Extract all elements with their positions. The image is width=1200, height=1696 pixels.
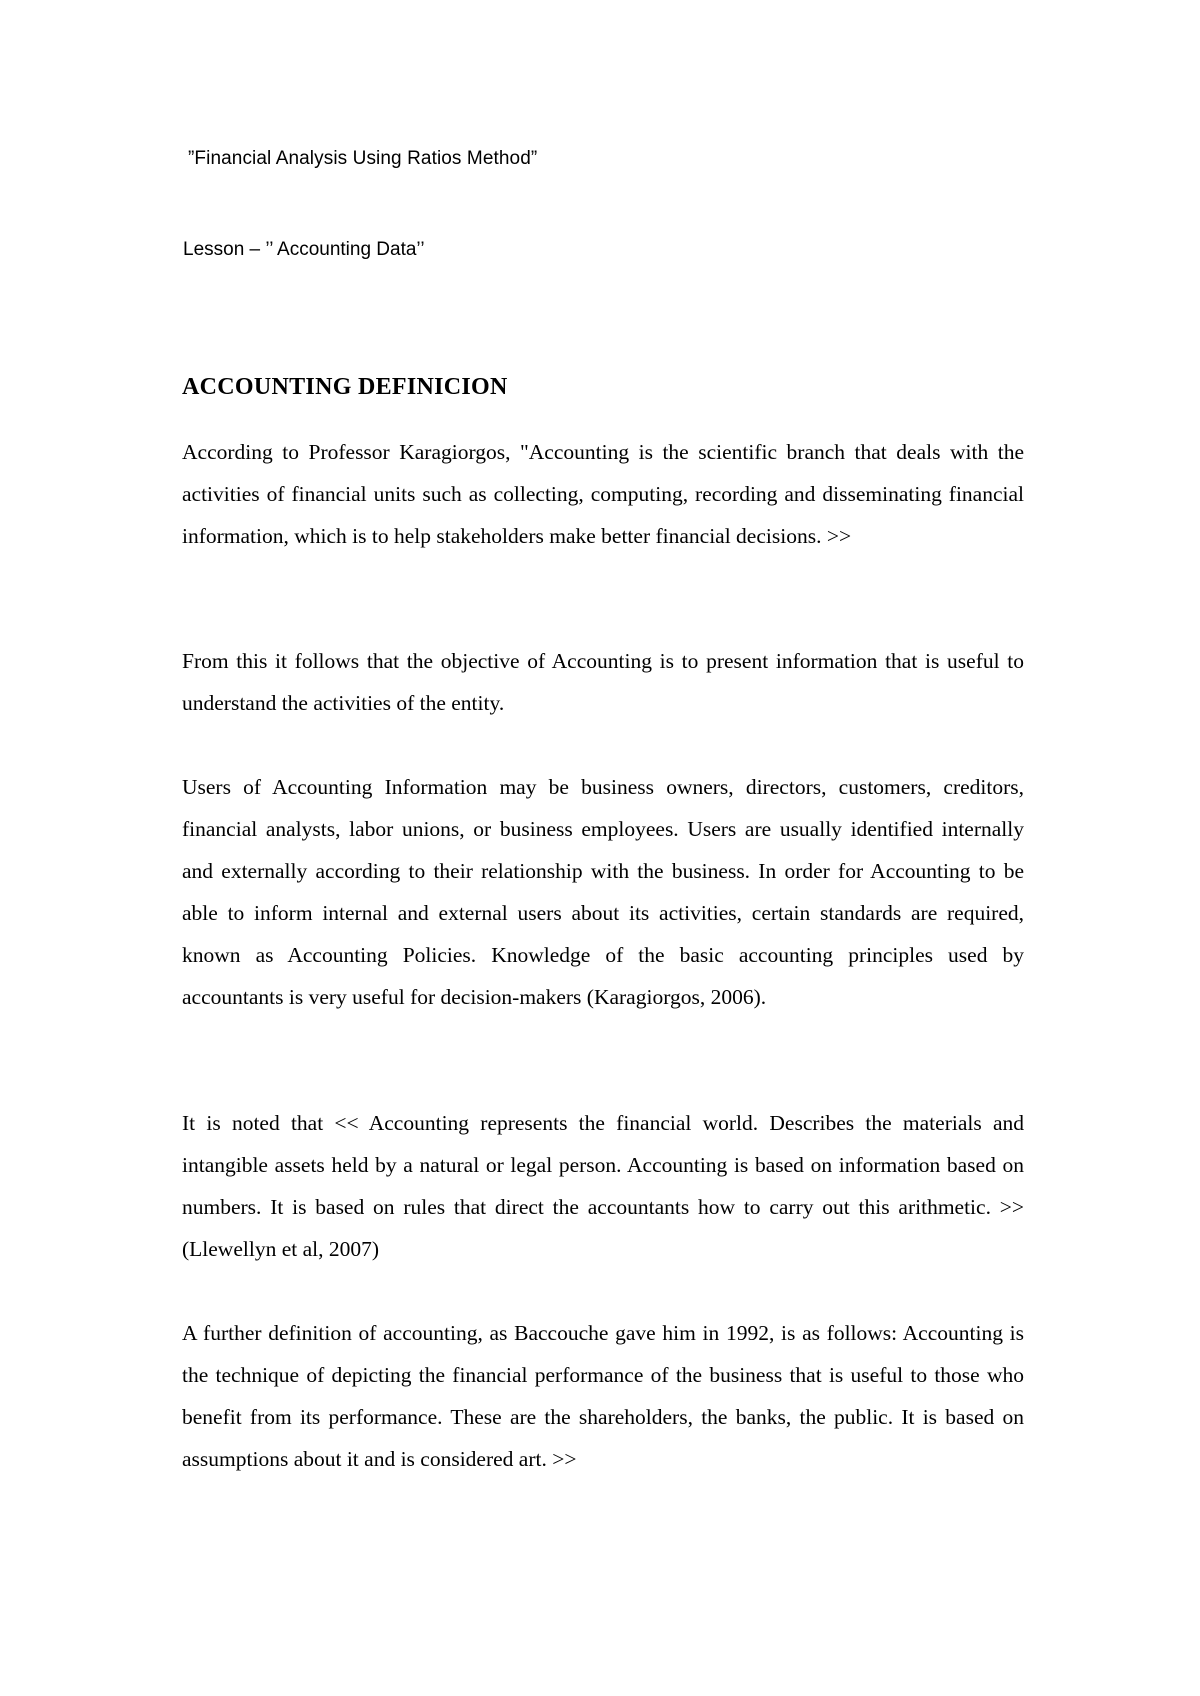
paragraph-financial-world: It is noted that << Accounting represents the financial world. Describes the materials and intangible assets held by a natural or legal person. Accounting is based on information based on numbers. It is based on rules that direct the accountants how to carry out this arithmetic. >> (Llewellyn et al, 2007) [182,1111,1024,1261]
paragraph-objective: From this it follows that the objective of Accounting is to present information that is useful to understand the activities of the entity. [182,649,1024,715]
lesson-line: Lesson – ’’ Accounting Data’’ [183,239,425,260]
document-title: ”Financial Analysis Using Ratios Method” [188,148,538,169]
paragraph-definition: According to Professor Karagiorgos, "Accounting is the scientific branch that deals with the activities of financial units such as collecting, computing, recording and disseminating financial information, which is to help stakeholders make better financial decisions. >> [182,440,1024,548]
section-heading: ACCOUNTING DEFINICION [182,374,508,400]
paragraph-further-definition: A further definition of accounting, as Baccouche gave him in 1992, is as follows: Accounting is the technique of depicting the financial performance of the business that is useful to those who benefit from its performance. These are the shareholders, the banks, the public. It is based on assumptions about it and is considered art. >> [182,1321,1024,1471]
paragraph-users: Users of Accounting Information may be business owners, directors, customers, creditors, financial analysts, labor unions, or business employees. Users are usually identified internally and externally according to their relationship with the business. In order for Accounting to be able to inform internal and external users about its activities, certain standards are required, known as Accounting Policies. Knowledge of the basic accounting principles used by accountants is very useful for decision-makers (Karagiorgos, 2006). [182,775,1024,1009]
